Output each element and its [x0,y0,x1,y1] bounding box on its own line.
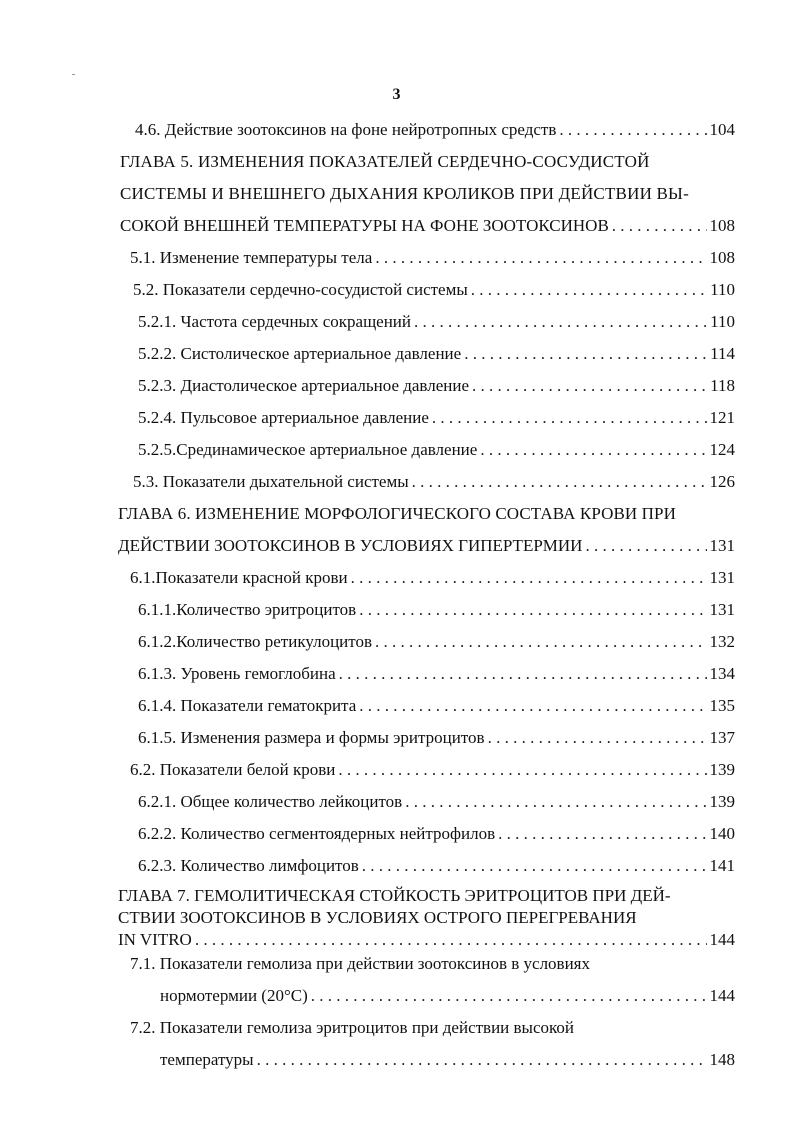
toc-entry: 5.2.2. Систолическое артериальное давление . . . 114 [138,344,735,364]
chapter-heading: СТВИИ ЗООТОКСИНОВ В УСЛОВИЯХ ОСТРОГО ПЕРЕГРЕВАНИЯ [118,908,637,927]
toc-entry: 5.2.1. Частота сердечных сокращений . . . 110 [138,312,735,332]
toc-entry: 6.1.3. Уровень гемоглобина . . . 134 [138,664,735,684]
toc-entry: 6.2. Показатели белой крови . . . 139 [130,760,735,780]
toc-entry: 6.1.1.Количество эритроцитов . . . 131 [138,600,735,620]
chapter-heading: ГЛАВА 6. ИЗМЕНЕНИЕ МОРФОЛОГИЧЕСКОГО СОСТАВА КРОВИ ПРИ [118,504,676,523]
toc-entry: ДЕЙСТВИИ ЗООТОКСИНОВ В УСЛОВИЯХ ГИПЕРТЕРМИИ . . . 131 [118,536,735,556]
toc-entry: 6.2.2. Количество сегментоядерных нейтрофилов . . . 140 [138,824,735,844]
scan-speck [72,74,75,75]
toc-entry: 6.2.3. Количество лимфоцитов . . . 141 [138,856,735,876]
chapter-heading: ГЛАВА 5. ИЗМЕНЕНИЯ ПОКАЗАТЕЛЕЙ СЕРДЕЧНО-СОСУДИСТОЙ [120,152,650,171]
page-number: 3 [392,86,401,103]
toc-entry: 6.1.5. Изменения размера и формы эритроцитов . . . 137 [138,728,735,748]
toc-entry: IN VITRO . . . 144 [118,930,735,950]
toc-entry: 6.1.2.Количество ретикулоцитов . . . 132 [138,632,735,652]
toc-entry: 5.2. Показатели сердечно-сосудистой системы . . . 110 [133,280,735,300]
toc-entry: 5.3. Показатели дыхательной системы . . . 126 [133,472,735,492]
toc-entry: 6.1.4. Показатели гематокрита . . . 135 [138,696,735,716]
toc-entry: 6.2.1. Общее количество лейкоцитов . . . 139 [138,792,735,812]
toc-entry: СОКОЙ ВНЕШНЕЙ ТЕМПЕРАТУРЫ НА ФОНЕ ЗООТОКСИНОВ . . . 108 [120,216,735,236]
toc-entry: нормотермии (20°С) . . . 144 [160,986,735,1006]
toc-entry: температуры . . . 148 [160,1050,735,1070]
chapter-heading: СИСТЕМЫ И ВНЕШНЕГО ДЫХАНИЯ КРОЛИКОВ ПРИ ДЕЙСТВИИ ВЫ- [120,184,689,203]
toc-entry: 5.2.5.Срединамическое артериальное давление . . . 124 [138,440,735,460]
chapter-heading: ГЛАВА 7. ГЕМОЛИТИЧЕСКАЯ СТОЙКОСТЬ ЭРИТРОЦИТОВ ПРИ ДЕЙ- [118,886,671,905]
toc-entry: 4.6. Действие зоотоксинов на фоне нейротропных средств . . . 104 [135,120,735,140]
toc-entry: 5.2.4. Пульсовое артериальное давление . . . 121 [138,408,735,428]
toc-entry-text: 7.1. Показатели гемолиза при действии зоотоксинов в условиях [130,954,591,973]
toc-entry: 6.1.Показатели красной крови . . . 131 [130,568,735,588]
toc-entry-text: 7.2. Показатели гемолиза эритроцитов при действии высокой [130,1018,575,1037]
toc-entry: 5.2.3. Диастолическое артериальное давление . . . 118 [138,376,735,396]
toc-entry: 5.1. Изменение температуры тела . . . 108 [130,248,735,268]
